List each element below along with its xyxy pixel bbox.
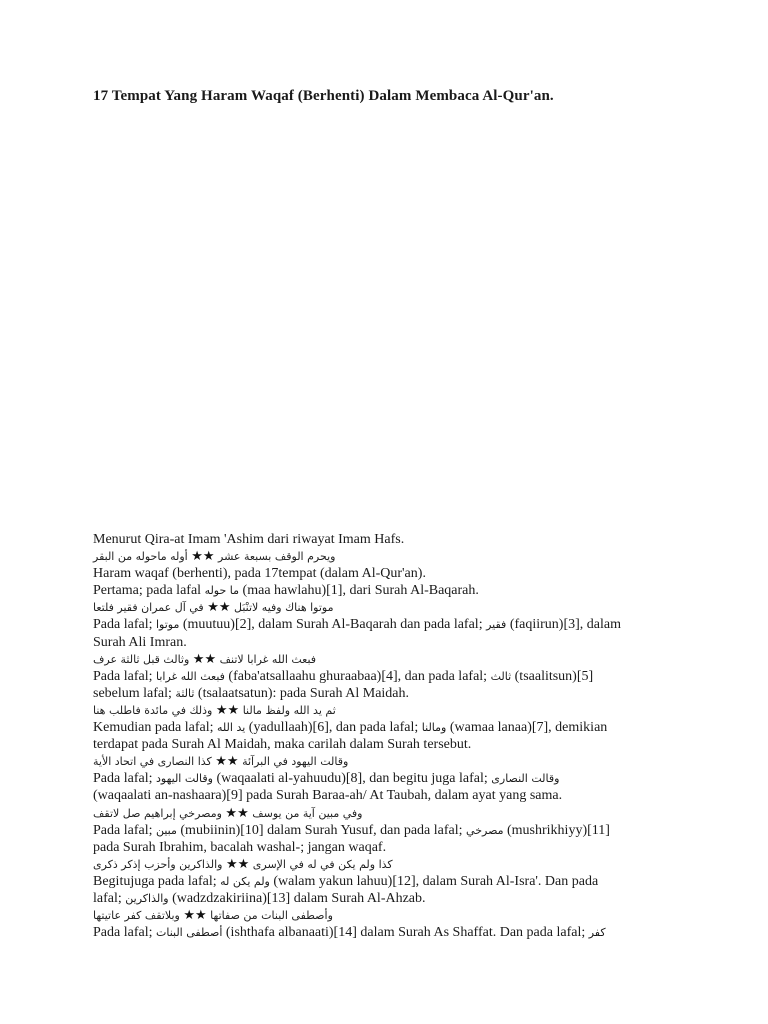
text-segment: (wadzdzakiriina)[13] dalam Surah Al-Ahzab. — [168, 890, 426, 906]
arabic-term: مبين — [155, 823, 177, 837]
text-segment: (ishthafa albanaati)[14] dalam Surah As Shaffat. Dan pada lafal; — [222, 925, 589, 941]
text-segment: Pada lafal; — [93, 771, 156, 787]
document-body — [93, 531, 693, 941]
text-segment: (mushrikhiyy)[11] — [503, 822, 610, 838]
text-segment: (wamaa lanaa)[7], demikian — [446, 720, 608, 736]
arabic-term: موتوا — [155, 618, 180, 632]
arabic-term: ما حوله — [204, 584, 240, 598]
arabic-term: يد الله — [217, 721, 246, 735]
paragraph-line — [93, 873, 693, 890]
arabic-verse-right: في آل عمران فقير فلتعا — [93, 601, 204, 615]
text-segment: (walam yakun lahuu)[12], dalam Surah Al-Isra'. Dan pada — [269, 873, 599, 889]
arabic-term: والذاكرين — [125, 891, 169, 905]
text-segment: (mubiinin)[10] dalam Surah Yusuf, dan pada lafal; — [176, 822, 467, 838]
paragraph-line: (waqaalati an-nashaara)[9] pada Surah Baraa-ah/ At Taubah, dalam ayat yang sama. — [93, 788, 563, 804]
star-separator-icon: ★★ — [225, 805, 249, 821]
text-segment: (yadullaah)[6], dan pada lafal; — [245, 720, 422, 736]
star-separator-icon: ★★ — [192, 651, 217, 667]
text-segment: (faqiirun)[3], dalam — [506, 617, 621, 633]
paragraph-line: pada Surah Ibrahim, bacalah washal-; jangan waqaf. — [93, 839, 387, 855]
arabic-verse-left: وقالت اليهود في البرآئة — [242, 755, 349, 769]
text-segment: (waqaalati al-yahuudu)[8], dan begitu juga lafal; — [212, 771, 492, 787]
text-segment: Pada lafal; — [93, 822, 156, 838]
arabic-verse-line — [93, 599, 693, 616]
text-segment: Pada lafal; — [93, 617, 156, 633]
paragraph-line — [93, 668, 693, 685]
text-segment: (muutuu)[2], dalam Surah Al-Baqarah dan pada lafal; — [179, 617, 487, 633]
paragraph-line — [93, 719, 693, 736]
star-separator-icon: ★★ — [191, 549, 215, 565]
arabic-term: مصرخي — [466, 823, 504, 837]
text-segment: Pertama; pada lafal — [93, 583, 205, 599]
arabic-verse-left: ويحرم الوقف بسبعة عشر — [218, 550, 336, 564]
paragraph-line — [93, 924, 693, 941]
paragraph-line — [93, 582, 693, 599]
paragraph-line — [93, 890, 693, 907]
arabic-verse-line — [93, 805, 693, 822]
arabic-verse-right: وذلك في مائدة فاطلب هنا — [93, 703, 213, 717]
arabic-term: ولم يكن له — [220, 874, 270, 888]
arabic-verse-right: والذاكرين وأحزب إذكر ذكرى — [93, 857, 223, 871]
arabic-term: ثالث — [490, 669, 512, 683]
text-segment: (maa hawlahu)[1], dari Surah Al-Baqarah. — [239, 583, 479, 599]
paragraph-line — [93, 822, 693, 839]
arabic-verse-right: وبلاتقف كفر عاتيتها — [93, 909, 180, 923]
arabic-verse-left: وفي مبين آية من يوسف — [252, 806, 363, 820]
arabic-term: ثالثة — [175, 686, 195, 700]
arabic-verse-line — [93, 651, 693, 668]
text-segment: Pada lafal; — [93, 668, 156, 684]
arabic-term: كفر — [588, 926, 606, 940]
arabic-verse-right: وثالث قبل ثالثة عرف — [93, 652, 190, 666]
arabic-verse-line — [93, 907, 693, 924]
arabic-verse-right: أوله ماحوله من البقر — [93, 550, 188, 564]
arabic-term: أصطفى البنات — [155, 926, 223, 940]
arabic-verse-left: ثم يد الله ولفظ مالنا — [242, 703, 336, 717]
arabic-verse-line — [93, 702, 693, 719]
arabic-term: فقير — [486, 618, 507, 632]
text-segment: sebelum lafal; — [93, 685, 176, 701]
arabic-term: فبعث الله غرابا — [155, 669, 225, 683]
paragraph-line — [93, 770, 693, 787]
arabic-verse-left: موتوا هناك وفيه لاتنْبَل — [234, 601, 334, 615]
arabic-verse-left: كذا ولم يكن في له في الإسرى — [252, 857, 393, 871]
arabic-verse-line — [93, 753, 693, 770]
page-title: 17 Tempat Yang Haram Waqaf (Berhenti) Dalam Membaca Al-Qur'an. — [93, 88, 554, 104]
text-segment: (tsaalitsun)[5] — [511, 668, 594, 684]
star-separator-icon: ★★ — [215, 702, 240, 718]
arabic-verse-right: كذا النصارى في اتحاد الأية — [93, 755, 212, 769]
arabic-term: وقالت اليهود — [155, 772, 213, 786]
arabic-verse-line — [93, 856, 693, 873]
arabic-verse-line — [93, 548, 693, 565]
paragraph-line: Menurut Qira-at Imam 'Ashim dari riwayat Imam Hafs. — [93, 532, 405, 547]
star-separator-icon: ★★ — [207, 600, 231, 616]
arabic-verse-left: وأصطفى البنات من صفاتها — [210, 909, 333, 923]
text-segment: Pada lafal; — [93, 925, 156, 941]
arabic-term: وقالت النصارى — [491, 772, 560, 786]
arabic-verse-left: فبعث الله غرابا لاتنف — [219, 652, 317, 666]
text-segment: Begitujuga pada lafal; — [93, 873, 221, 889]
text-segment: (tsalaatsatun): pada Surah Al Maidah. — [194, 685, 410, 701]
star-separator-icon: ★★ — [225, 856, 250, 872]
text-segment: Kemudian pada lafal; — [93, 720, 218, 736]
text-segment: lafal; — [93, 890, 126, 906]
arabic-verse-right: ومصرخي إبراهيم صل لاتقف — [93, 806, 222, 820]
paragraph-line — [93, 616, 693, 633]
paragraph-line: terdapat pada Surah Al Maidah, maka carilah dalam Surah tersebut. — [93, 737, 472, 753]
text-segment: (faba'atsallaahu ghuraabaa)[4], dan pada lafal; — [224, 668, 491, 684]
star-separator-icon: ★★ — [215, 754, 239, 770]
arabic-term: ومالنا — [421, 721, 447, 735]
star-separator-icon: ★★ — [183, 908, 207, 924]
paragraph-line — [93, 685, 693, 702]
paragraph-line: Surah Ali Imran. — [93, 634, 187, 650]
paragraph-line: Haram waqaf (berhenti), pada 17tempat (dalam Al-Qur'an). — [93, 566, 426, 582]
